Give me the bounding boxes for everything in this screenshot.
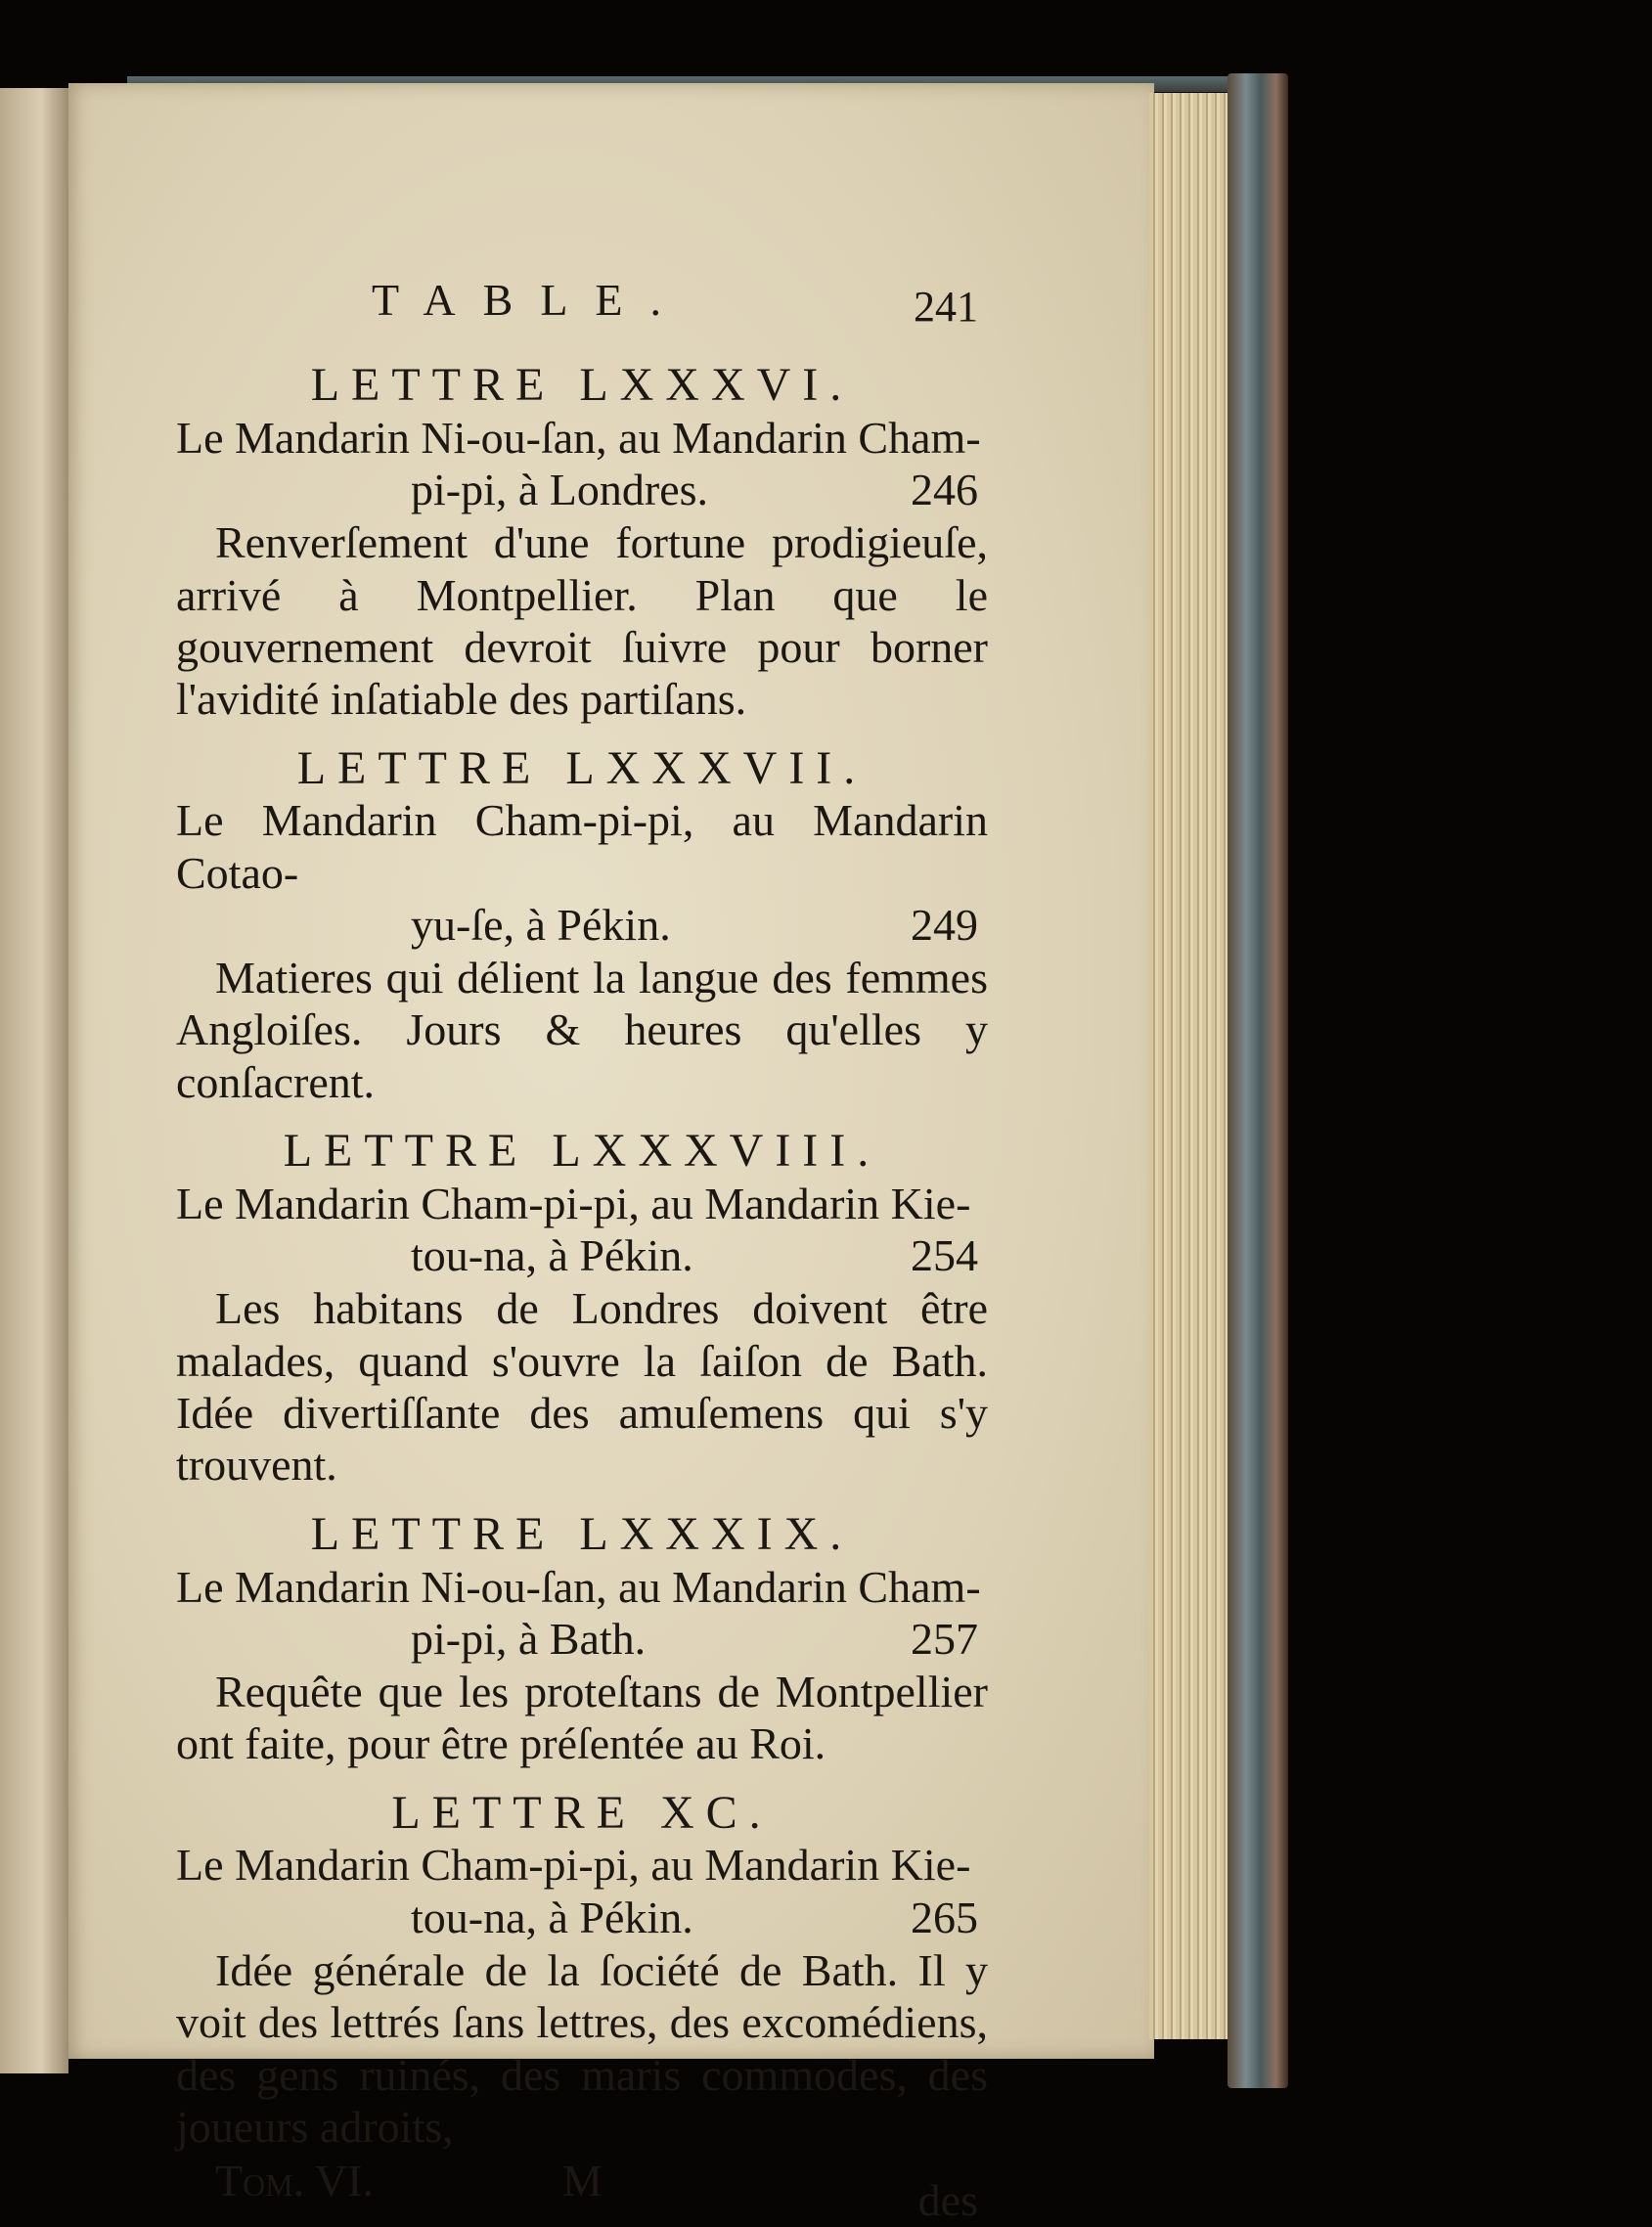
letter-page-number: 249	[911, 900, 978, 951]
letter-page-number: 254	[911, 1230, 978, 1281]
letter-summary: Les habitans de Londres doivent être malades, quand s'ouvre la ſaiſon de Bath. Idée divertiſſante des amuſemens qui s'y trouvent.	[176, 1283, 988, 1491]
left-page-edge	[0, 88, 68, 2073]
book-cover-edge	[1228, 73, 1288, 2088]
letter-addressee-place: tou-na, à Pékin.	[411, 1230, 693, 1281]
letter-addressee: Le Mandarin Ni-ou-ſan, au Mandarin Cham-	[176, 1561, 981, 1612]
letter-entry	[176, 1126, 988, 1492]
page-number: 241	[914, 283, 978, 331]
page-text	[176, 274, 988, 2226]
letter-summary: Renverſement d'une fortune prodigieuſe, arrivé à Montpellier. Plan que le gouvernement devroit ſuivre pour borner l'avidité inſatiable des partiſans.	[176, 517, 988, 725]
letter-title: LETTRE LXXXVI.	[310, 359, 854, 411]
letter-page-number: 257	[911, 1613, 978, 1664]
letter-page-number: 265	[911, 1892, 978, 1942]
letter-page-number: 246	[911, 465, 978, 515]
letter-title: LETTRE LXXXIX.	[310, 1507, 854, 1560]
letter-entry	[176, 360, 988, 726]
letter-title: LETTRE LXXXVII.	[296, 741, 868, 794]
letter-addressee: Le Mandarin Cham-pi-pi, au Mandarin Kie-	[176, 1840, 971, 1891]
letter-addressee: Le Mandarin Cham-pi-pi, au Mandarin Kie-	[176, 1178, 971, 1228]
page-block-edges	[1149, 93, 1232, 2039]
letter-addressee-place: pi-pi, à Bath.	[411, 1613, 647, 1664]
letter-title: LETTRE XC.	[391, 1786, 773, 1839]
letter-addressee-cont	[176, 1892, 988, 1944]
letters-list	[176, 360, 988, 2153]
page-header	[176, 274, 988, 342]
letter-addressee-cont	[176, 1229, 988, 1282]
running-head: TABLE.	[372, 275, 690, 325]
letter-title: LETTRE LXXXVIII.	[283, 1125, 881, 1178]
letter-addressee-place: yu-ſe, à Pékin.	[411, 900, 671, 951]
letter-addressee-place: tou-na, à Pékin.	[411, 1892, 693, 1942]
catchword: des	[917, 2175, 978, 2226]
letter-addressee-cont	[176, 1613, 988, 1666]
letter-addressee-cont	[176, 899, 988, 952]
letter-addressee: Le Mandarin Ni-ou-ſan, au Mandarin Cham-	[176, 412, 981, 463]
letter-addressee: Le Mandarin Cham-pi-pi, au Mandarin Cotao-	[176, 795, 988, 898]
volume-mark: Tom. VI.	[215, 2156, 374, 2206]
page-footer	[176, 2155, 988, 2226]
letter-summary: Requête que les proteſtans de Montpellier ont faite, pour être préſentée au Roi.	[176, 1666, 988, 1769]
letter-entry	[176, 1788, 988, 2154]
letter-summary: Matieres qui délient la langue des femmes Angloiſes. Jours & heures qu'elles y conſacrent.	[176, 953, 988, 1107]
signature-mark: M	[562, 2156, 603, 2206]
letter-addressee-cont	[176, 464, 988, 516]
letter-entry	[176, 743, 988, 1109]
letter-summary: Idée générale de la ſociété de Bath. Il y voit des lettrés ſans lettres, des excomédiens, des gens ruinés, des maris commodes, des joueurs adroits,	[176, 1944, 988, 2152]
letter-addressee-place: pi-pi, à Londres.	[411, 465, 709, 515]
letter-entry	[176, 1509, 988, 1770]
